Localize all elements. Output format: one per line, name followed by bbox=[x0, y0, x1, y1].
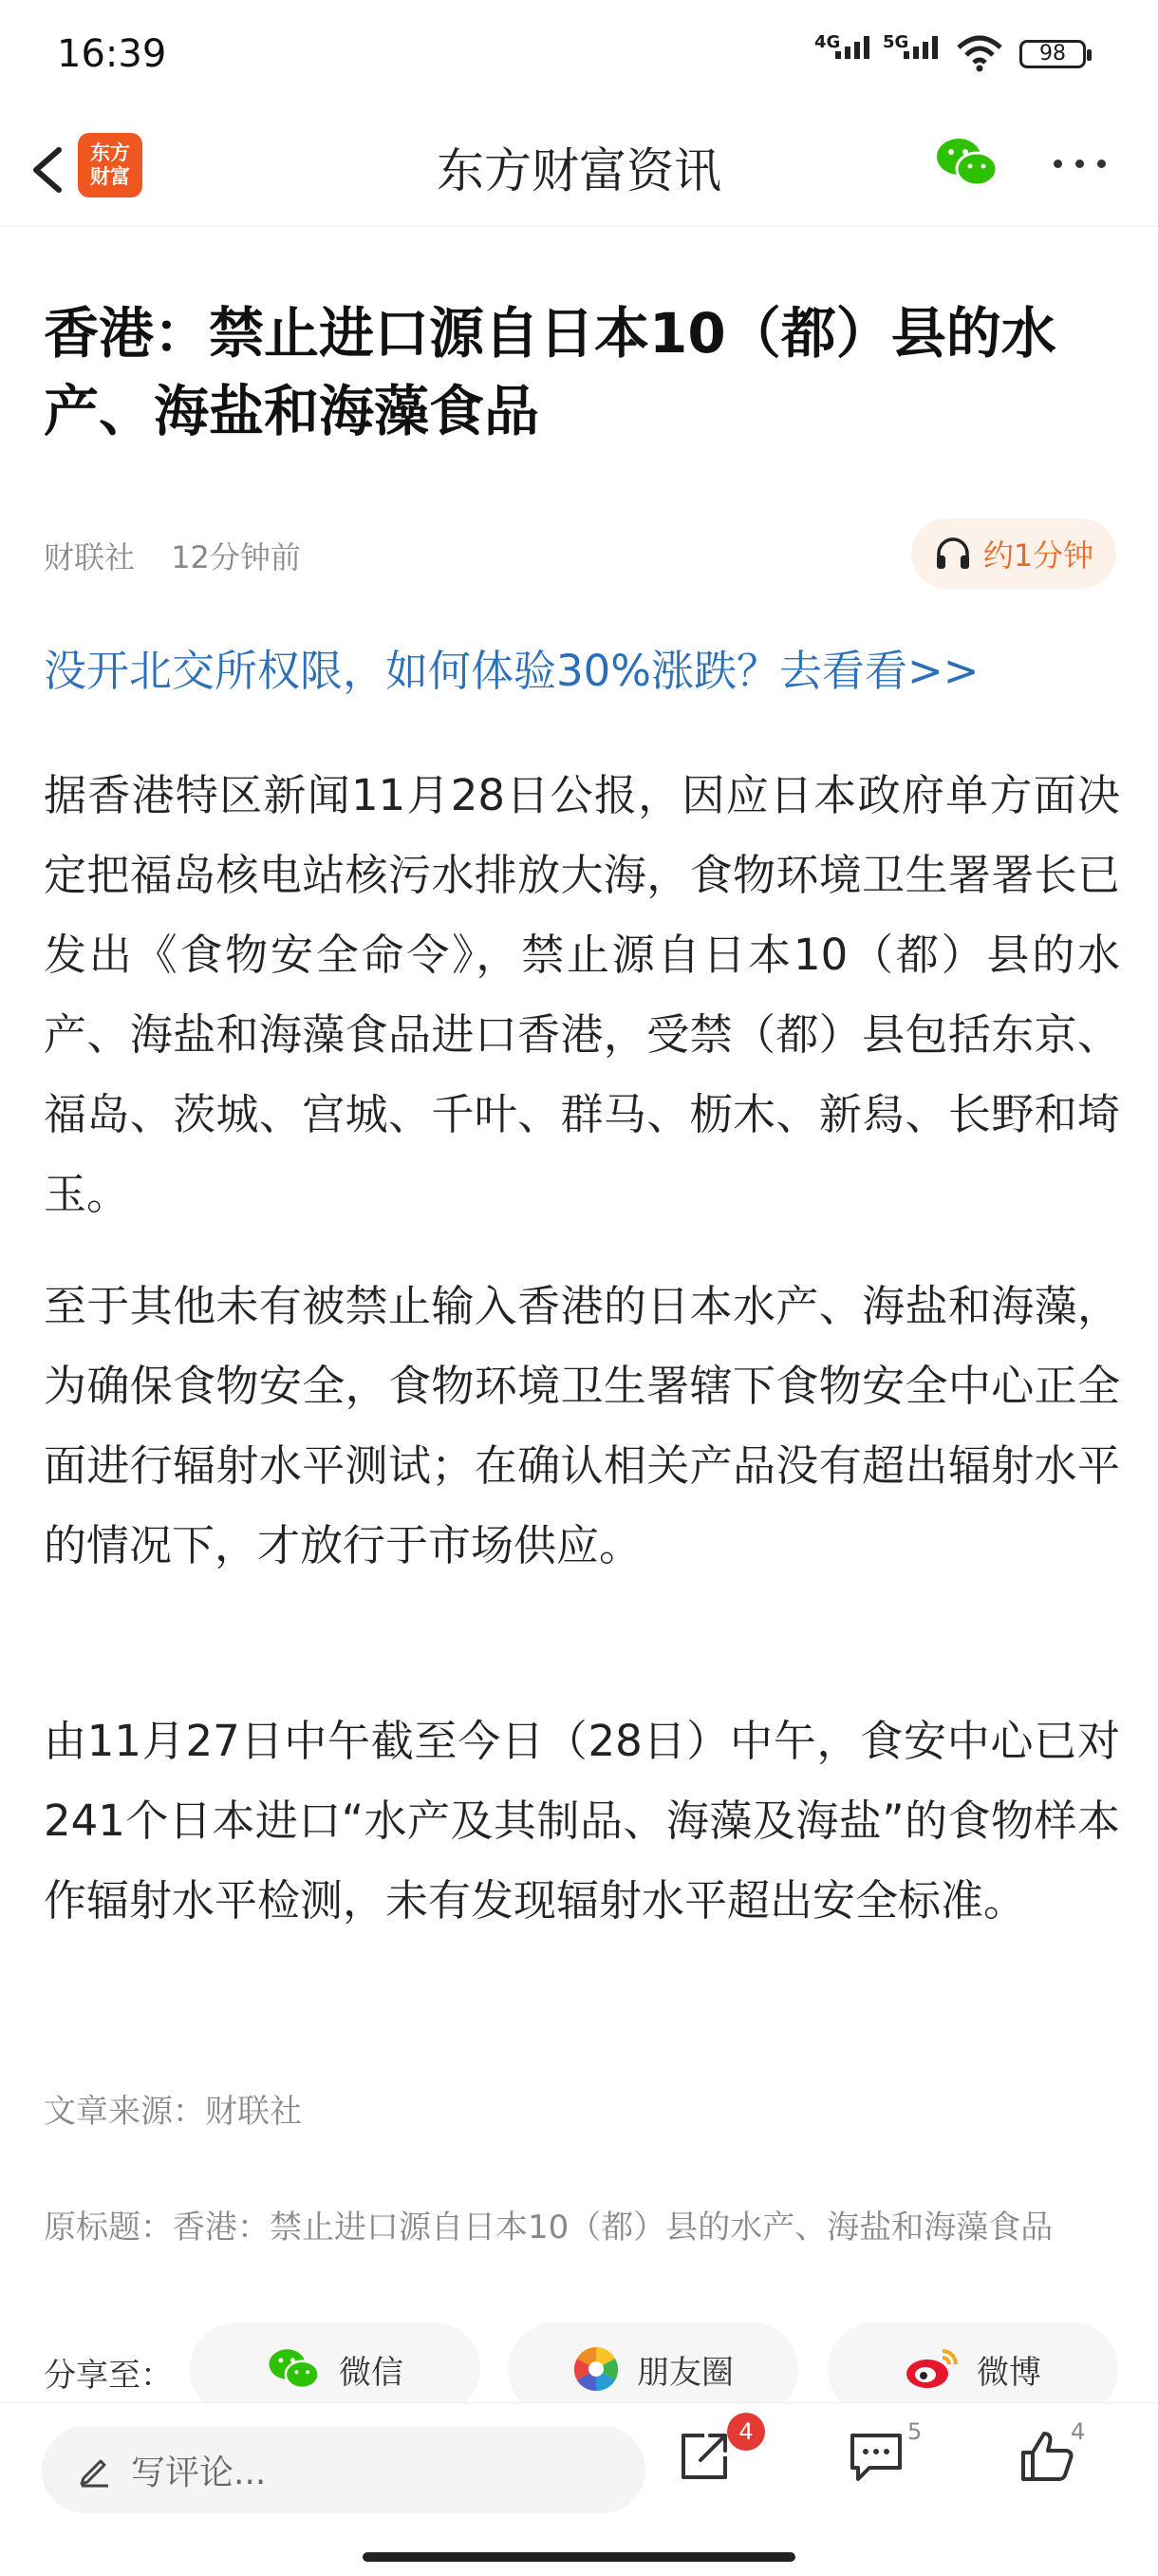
listen-duration: 约1分钟 bbox=[982, 537, 1094, 573]
promo-link[interactable]: 没开北交所权限，如何体验30%涨跌？去看看>> bbox=[44, 646, 980, 696]
clock: 16:39 bbox=[57, 32, 167, 76]
bottom-action-bar bbox=[0, 2402, 1158, 2576]
article-time: 12分钟前 bbox=[171, 539, 301, 575]
more-options-icon[interactable] bbox=[1054, 160, 1106, 168]
nav-title: 东方财富资讯 bbox=[437, 143, 721, 198]
nav-bar bbox=[0, 114, 1158, 227]
share-moments-button[interactable]: 朋友圈 bbox=[508, 2322, 798, 2416]
status-bar bbox=[0, 0, 1158, 114]
moments-icon bbox=[572, 2345, 620, 2393]
article-paragraph: 据香港特区新闻11月28日公报，因应日本政府单方面决定把福岛核电站核污水排放大海，食物环境卫生署署长已发出《食物安全命令》，禁止源自日本10（都）县的水产、海盐和海藻食品进口香港，受禁（都）县包括东京、福岛、茨城、宫城、千叶、群马、枥木、新舄、长野和埼玉。 bbox=[44, 770, 1120, 1219]
comment-placeholder: 写评论... bbox=[131, 2453, 267, 2492]
wechat-share-icon[interactable] bbox=[935, 135, 999, 190]
comment-input[interactable] bbox=[42, 2426, 645, 2513]
share-out-icon[interactable] bbox=[676, 2428, 733, 2485]
wifi-icon bbox=[955, 34, 1004, 72]
headphones-icon bbox=[934, 536, 972, 571]
original-title-line: 原标题：香港：禁止进口源自日本10（都）县的水产、海盐和海藻食品 bbox=[44, 2209, 1054, 2247]
battery-icon: 98 bbox=[1019, 40, 1086, 68]
article-source-line: 文章来源：财联社 bbox=[44, 2093, 302, 2131]
listen-button[interactable] bbox=[911, 518, 1116, 589]
signal-4g-icon: 4G bbox=[814, 36, 869, 59]
share-weibo-button[interactable]: 微博 bbox=[828, 2322, 1118, 2416]
like-count: 4 bbox=[1071, 2418, 1086, 2445]
app-logo: 东方 财富 bbox=[78, 133, 142, 197]
signal-5g-icon: 5G bbox=[883, 36, 938, 59]
pencil-icon bbox=[76, 2452, 112, 2488]
share-count-badge: 4 bbox=[727, 2413, 765, 2451]
article-paragraph: 至于其他未有被禁止输入香港的日本水产、海盐和海藻，为确保食物安全，食物环境卫生署辖下食物安全中心正全面进行辐射水平测试；在确认相关产品没有超出辐射水平的情况下，才放行于市场供应。 bbox=[44, 1281, 1120, 1570]
comment-icon[interactable] bbox=[847, 2428, 906, 2485]
article-meta bbox=[44, 534, 327, 577]
wechat-icon bbox=[267, 2346, 322, 2392]
share-wechat-button[interactable]: 微信 bbox=[190, 2322, 480, 2416]
like-thumb-icon[interactable] bbox=[1018, 2428, 1076, 2485]
article-paragraph: 由11月27日中午截至今日（28日）中午，食安中心已对241个日本进口“水产及其制品、海藻及海盐”的食物样本作辐射水平检测，未有发现辐射水平超出安全标准。 bbox=[44, 1716, 1120, 1926]
home-indicator[interactable] bbox=[363, 2552, 795, 2562]
article-title: 香港：禁止进口源自日本10（都）县的水产、海盐和海藻食品 bbox=[44, 301, 1056, 443]
weibo-icon bbox=[905, 2347, 960, 2391]
comment-count: 5 bbox=[907, 2418, 923, 2445]
article-source: 财联社 bbox=[44, 539, 136, 575]
share-label: 分享至： bbox=[44, 2357, 173, 2395]
